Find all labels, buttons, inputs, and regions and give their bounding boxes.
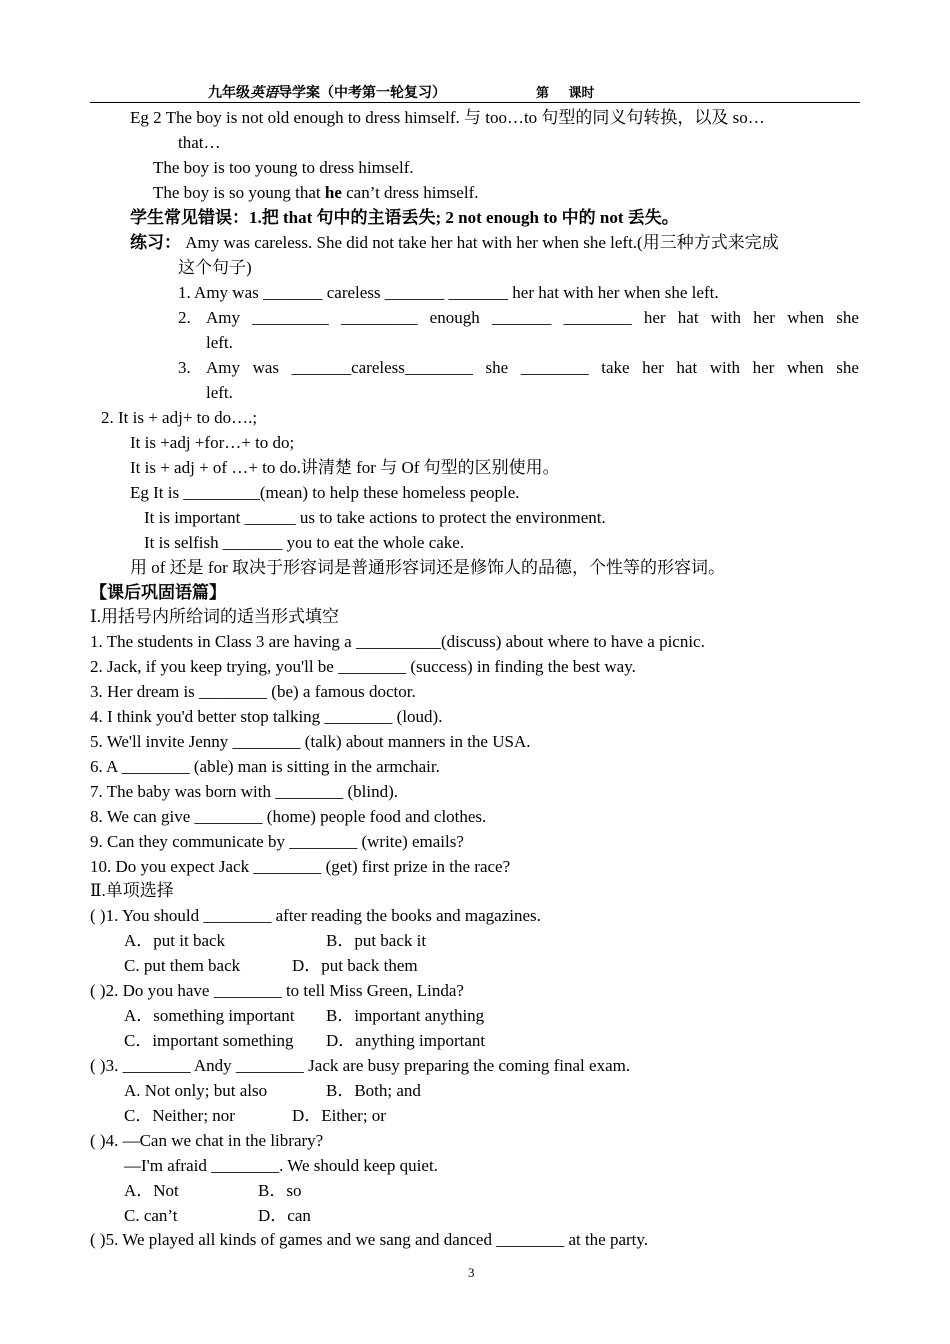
section2-line-1: It is +adj +for…+ to do;	[130, 433, 295, 452]
word: enough	[429, 308, 480, 327]
fill-item: 4. I think you'd better stop talking ________ (loud).	[90, 707, 443, 726]
section2-line-4: It is important ______ us to take actions to protect the environment.	[144, 508, 606, 527]
practice-item-1: 1. Amy was _______ careless _______ _______ her hat with her when she left.	[178, 283, 719, 302]
practice-item-3-continuation: left.	[206, 383, 233, 402]
common-errors: 学生常见错误：1.把 that 句中的主语丢失; 2 not enough to 中的 not 丢失。	[130, 208, 679, 227]
word: hat	[676, 358, 698, 377]
fill-item: 10. Do you expect Jack ________ (get) first prize in the race?	[90, 857, 511, 876]
part2-title: Ⅱ.单项选择	[90, 881, 174, 900]
question-4-response: —I'm afraid ________. We should keep quiet.	[124, 1156, 438, 1175]
practice-item-3-number: 3.	[178, 358, 191, 377]
fill-item: 5. We'll invite Jenny ________ (talk) about manners in the USA.	[90, 732, 531, 751]
word: her	[752, 358, 775, 377]
q3-option-d: D．Either; or	[292, 1106, 386, 1125]
q2-option-a: A．something important	[124, 1006, 295, 1025]
word: _________	[252, 308, 329, 327]
word: _______careless________	[291, 358, 473, 377]
q2-option-b: B．important anything	[326, 1006, 485, 1025]
eg2-line: Eg 2 The boy is not old enough to dress himself. 与 too…to 句型的同义句转换，以及 so…	[130, 108, 765, 127]
section2-line-3: Eg It is _________(mean) to help these homeless people.	[130, 483, 520, 502]
practice-item-3	[206, 357, 859, 379]
q1-option-a: A．put it back	[124, 931, 226, 950]
word: hat	[677, 308, 699, 327]
q2-option-c: C．important something	[124, 1031, 294, 1050]
example-sentence-2: The boy is so young that he can’t dress himself.	[153, 183, 479, 202]
section2-line-5: It is selfish _______ you to eat the whole cake.	[144, 533, 465, 552]
section2-line-6: 用 of 还是 for 取决于形容词是普通形容词还是修饰人的品德，个性等的形容词。	[130, 558, 725, 577]
fill-item: 7. The baby was born with ________ (blind).	[90, 782, 399, 801]
practice-line: 练习： Amy was careless. She did not take her hat with her when she left.(用三种方式来完成	[130, 233, 779, 252]
q4-option-c: C. can’t	[124, 1206, 178, 1225]
question-4: ( )4. —Can we chat in the library?	[90, 1131, 324, 1150]
fill-item: 8. We can give ________ (home) people food and clothes.	[90, 807, 487, 826]
practice-item-2-continuation: left.	[206, 333, 233, 352]
q1-option-d: D．put back them	[292, 956, 418, 975]
practice-continuation: 这个句子)	[178, 258, 252, 277]
word: she	[485, 358, 509, 377]
q3-option-b: B．Both; and	[326, 1081, 421, 1100]
q4-option-a: A．Not	[124, 1181, 179, 1200]
section3-title: 【课后巩固语篇】	[90, 583, 226, 602]
fill-item: 6. A ________ (able) man is sitting in the armchair.	[90, 757, 440, 776]
fill-item: 2. Jack, if you keep trying, you'll be ________ (success) in finding the best way.	[90, 657, 636, 676]
header-title: 九年级英语导学案（中考第一轮复习）	[208, 86, 446, 101]
example-sentence-1: The boy is too young to dress himself.	[153, 158, 414, 177]
word: her	[643, 308, 666, 327]
word: she	[836, 358, 859, 377]
q4-option-b: B．so	[258, 1181, 302, 1200]
word: with	[710, 308, 742, 327]
fill-item: 1. The students in Class 3 are having a __________(discuss) about where to have a picnic.	[90, 632, 705, 651]
eg2-continuation: that…	[178, 133, 221, 152]
question-1: ( )1. You should ________ after reading the books and magazines.	[90, 906, 541, 925]
word: ________	[563, 308, 632, 327]
word: when	[786, 358, 824, 377]
word: her	[753, 308, 775, 327]
page-header	[90, 80, 860, 103]
word: with	[709, 358, 740, 377]
word: when	[787, 308, 825, 327]
word: Amy	[206, 308, 240, 327]
word: _________	[340, 308, 418, 327]
word: her	[642, 358, 664, 377]
practice-item-2-number: 2.	[178, 308, 191, 327]
q3-option-c: C．Neither; nor	[124, 1106, 235, 1125]
q2-option-d: D．anything important	[326, 1031, 486, 1050]
word: she	[836, 308, 859, 327]
section2-line-2: It is + adj + of …+ to do.讲清楚 for 与 Of 句型的区别使用。	[130, 458, 560, 477]
q4-option-d: D．can	[258, 1206, 311, 1225]
part1-title: Ⅰ.用括号内所给词的适当形式填空	[90, 607, 339, 626]
word: was	[252, 358, 280, 377]
page-number: 3	[468, 1265, 475, 1280]
header-lesson: 第 课时	[536, 85, 595, 100]
word: _______	[491, 308, 552, 327]
q1-option-c: C. put them back	[124, 956, 241, 975]
q1-option-b: B．put back it	[326, 931, 427, 950]
word: Amy	[206, 358, 240, 377]
question-2: ( )2. Do you have ________ to tell Miss Green, Linda?	[90, 981, 464, 1000]
practice-item-2	[206, 307, 859, 329]
word: take	[601, 358, 630, 377]
q3-option-a: A. Not only; but also	[124, 1081, 268, 1100]
section2-title: 2. It is + adj+ to do….;	[101, 408, 258, 427]
fill-item: 3. Her dream is ________ (be) a famous doctor.	[90, 682, 416, 701]
fill-item: 9. Can they communicate by ________ (write) emails?	[90, 832, 464, 851]
question-5: ( )5. We played all kinds of games and we sang and danced ________ at the party.	[90, 1230, 649, 1249]
question-3: ( )3. ________ Andy ________ Jack are busy preparing the coming final exam.	[90, 1056, 631, 1075]
word: ________	[520, 358, 589, 377]
